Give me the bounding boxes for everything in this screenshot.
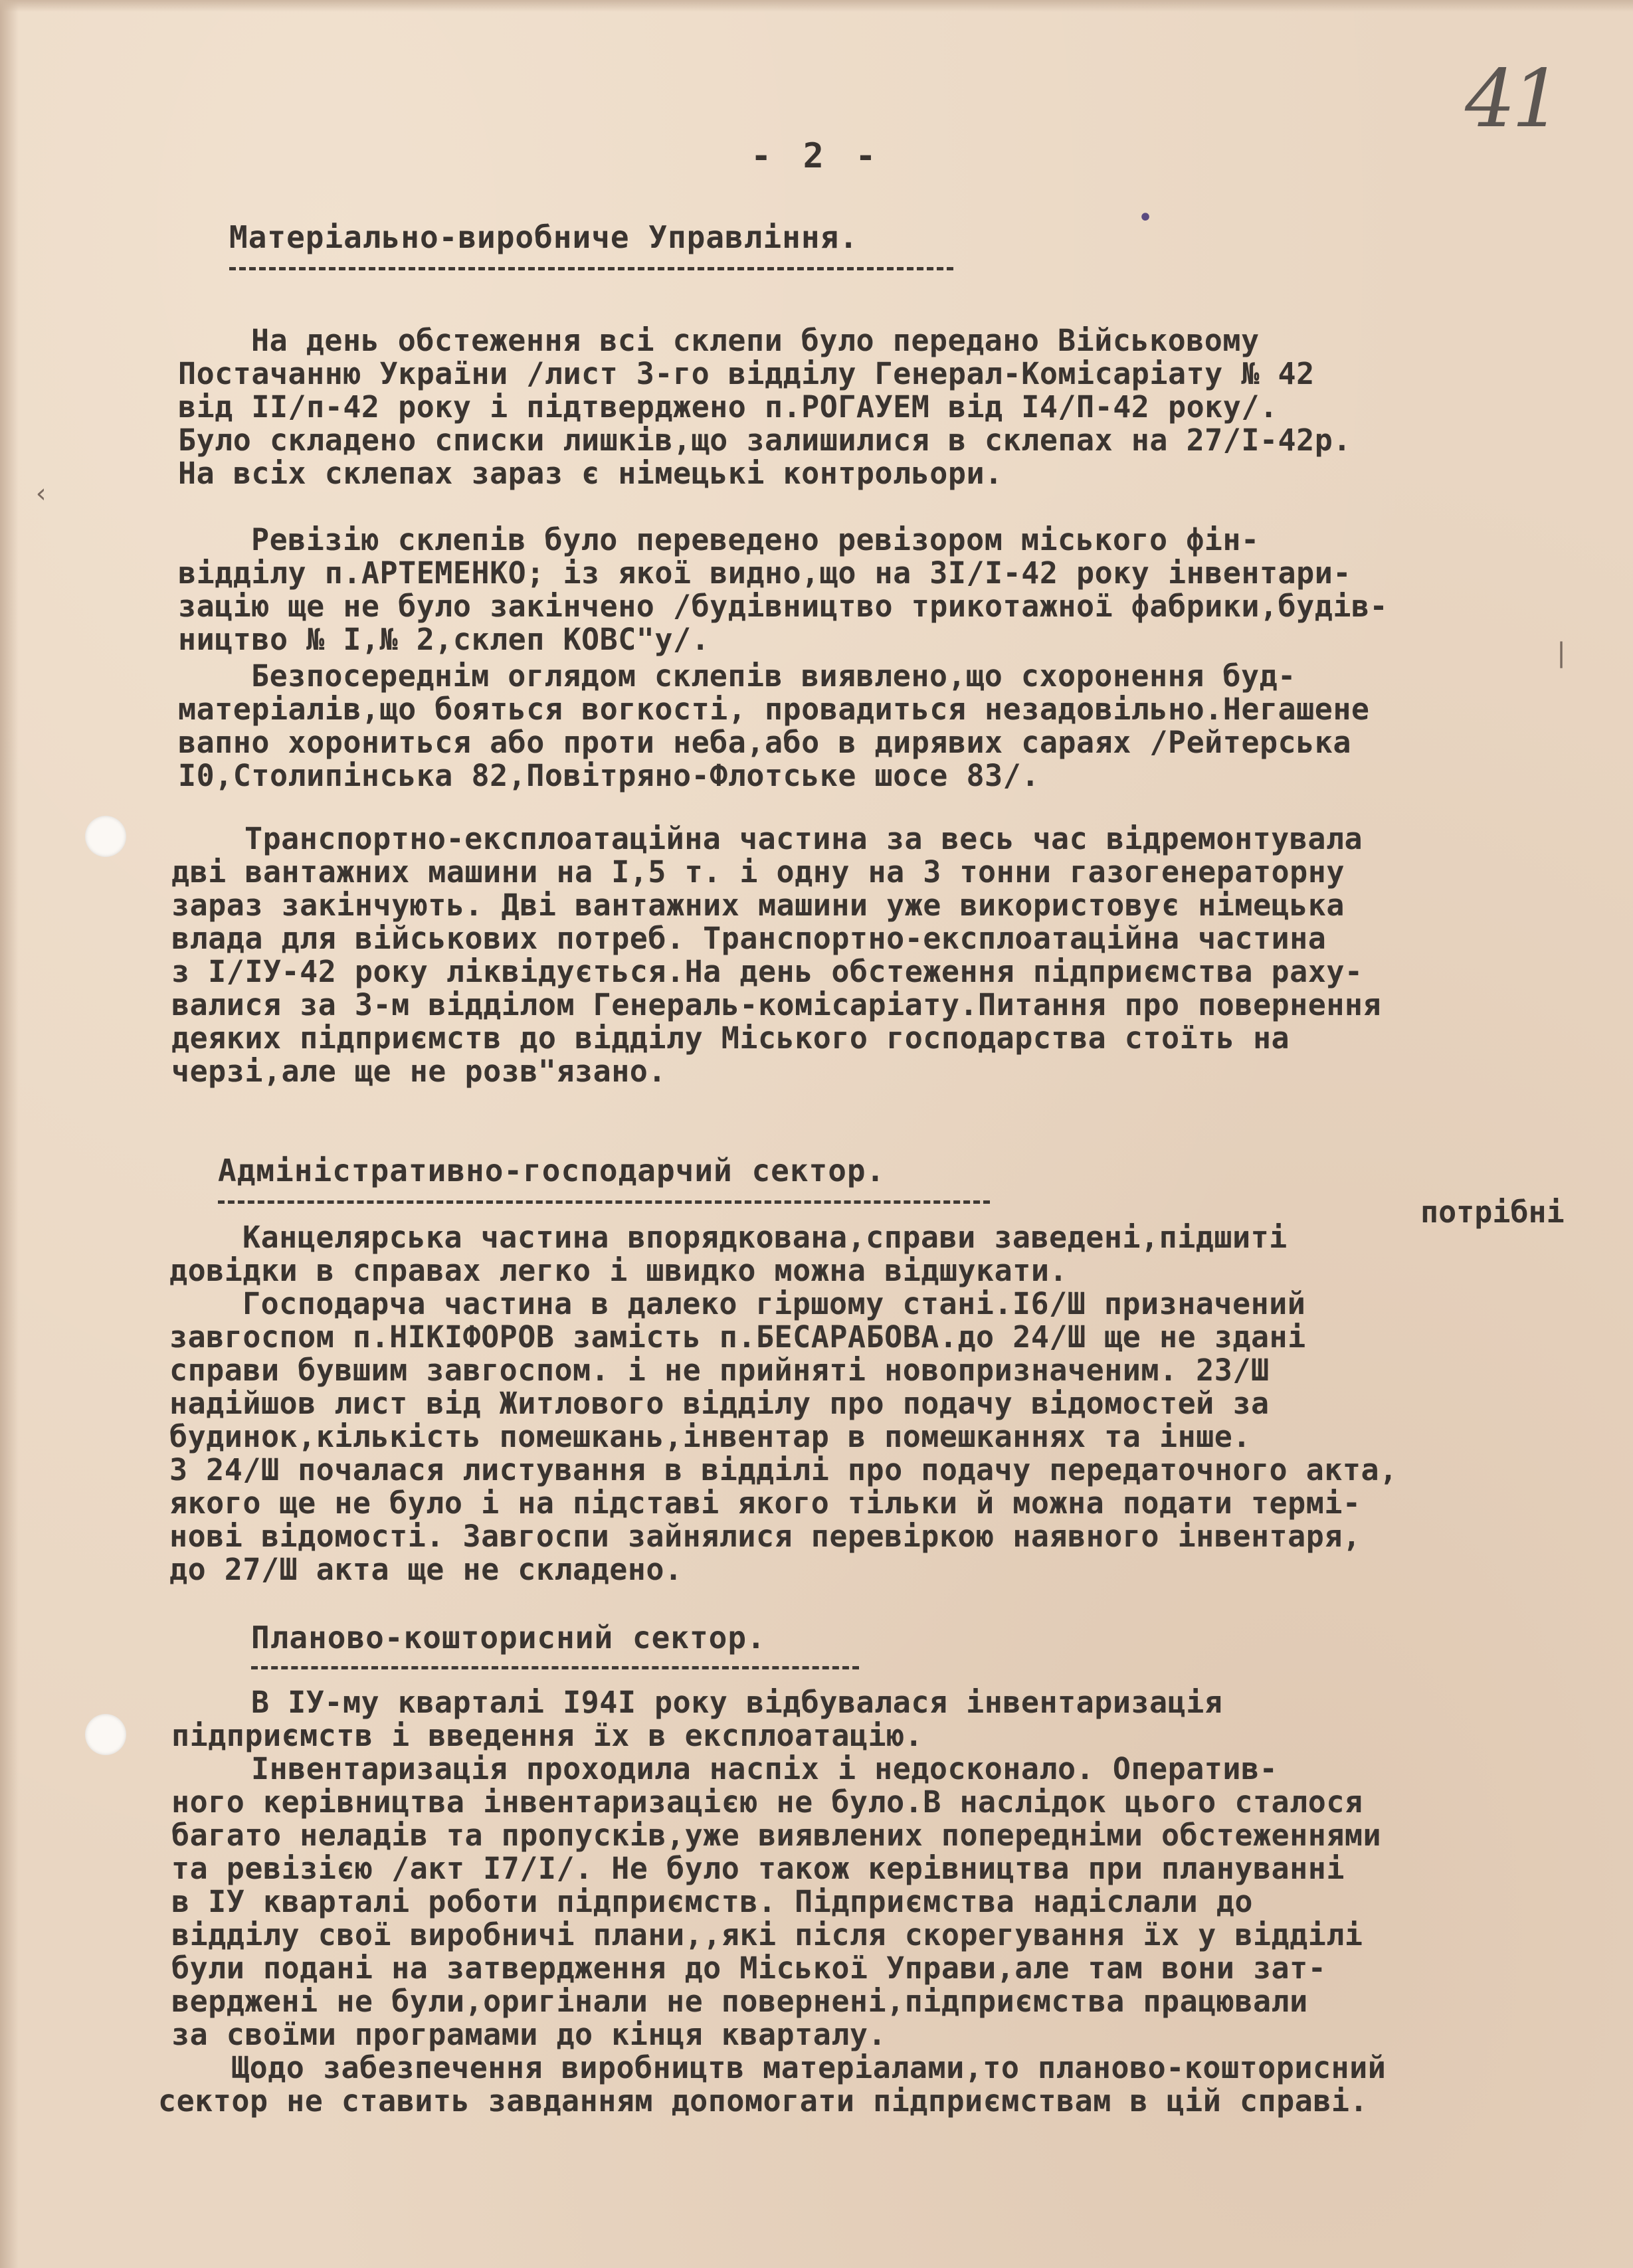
text-line: Ревізію склепів було переведено ревізором міського фін- [251,522,1260,557]
text-line: Канцелярська частина впорядкована,справи заведені,підшиті [242,1220,1288,1255]
text-line: зараз закінчують. Дві вантажних машини уже використовує німецька [171,888,1345,923]
text-line: З 24/Ш почалася листування в відділі про подачу передаточного акта, [169,1452,1398,1487]
margin-tick: ‹ [33,478,50,509]
section-heading: Адміністративно-господарчий сектор. [218,1153,886,1188]
text-line: з I/IУ-42 року ліквідується.На день обстеження підприємства раху- [171,954,1363,989]
text-line: відділу п.АРТЕМЕНКО; із якої видно,що на 3I/I-42 року інвентари- [178,555,1351,591]
text-line: матеріалів,що бояться вогкості, провадиться незадовільно.Негашене [178,692,1370,727]
text-line: Господарча частина в далеко гіршому стані.I6/Ш призначений [242,1286,1306,1321]
text-line: Транспортно-експлоатаційна частина за весь час відремонтувала [244,821,1363,856]
text-line: Інвентаризація проходила наспіх і недосконало. Оператив- [251,1751,1278,1786]
text-line: валися за 3-м відділом Генераль-комісаріату.Питання про повернення [171,987,1382,1022]
text-line: Безпосереднім оглядом склепів виявлено,що схоронення буд- [251,658,1296,694]
text-line: якого ще не було і на підставі якого тільки й можна подати термі- [169,1485,1361,1521]
page-edge-shadow [0,0,19,2268]
page-number: - 2 - [751,136,882,176]
margin-tick: | [1553,638,1570,668]
page-edge-shadow-top [0,0,1633,12]
text-line: та ревізією /акт I7/I/. Не було також керівництва при плануванні [171,1851,1345,1886]
text-line: Постачанню України /лист 3-го відділу Генерал-Комісаріату № 42 [178,356,1315,391]
text-line: деяких підприємств до відділу Міського господарства стоїть на [171,1020,1290,1056]
text-line: нові відомості. Завгоспи зайнялися перевіркою наявного інвентаря, [169,1519,1361,1554]
text-line: На день обстеження всі склепи було передано Військовому [251,323,1260,358]
text-line: верджені не були,оригінали не повернені,підприємства працювали [171,1984,1308,2019]
text-line: до 27/Ш акта ще не складено. [169,1552,683,1587]
text-line: В IУ-му кварталі I94I року відбувалася інвентаризація [251,1685,1223,1720]
text-line: завгоспом п.НІКІФОРОВ замість п.БЕСАРАБОВА.до 24/Ш ще не здані [169,1319,1306,1355]
text-line: підприємств і введення їх в експлоатацію. [171,1718,923,1753]
text-line: дві вантажних машини на I,5 т. і одну на 3 тонни газогенераторну [171,854,1345,890]
text-line: багато неладів та пропусків,уже виявлених попередніми обстеженнями [171,1818,1382,1853]
text-line: відділу свої виробничі плани,,які після скорегування їх у відділі [171,1917,1363,1952]
text-line: I0,Столипінська 82,Повітряно-Флотське шосе 83/. [178,758,1040,793]
text-line: за своїми програмами до кінця кварталу. [171,2017,887,2052]
punch-hole-bottom [85,1714,126,1755]
heading-underline [229,267,953,270]
heading-underline [251,1666,859,1669]
text-line: від II/п-42 року і підтверджено п.РОГАУЕМ від I4/П-42 року/. [178,389,1278,425]
ink-mark: • [1137,203,1154,233]
text-line: сектор не ставить завданням допомогати підприємствам в цій справі. [158,2083,1369,2119]
text-line: ництво № I,№ 2,склеп КОВС"у/. [178,622,710,657]
section-heading: Матеріально-виробниче Управління. [229,219,858,255]
text-line: будинок,кількість помешкань,інвентар в помешканнях та інше. [169,1419,1251,1454]
text-line: На всіх склепах зараз є німецькі контрольори. [178,456,1003,491]
text-line: в IУ кварталі роботи підприємств. Підприємства надіслали до [171,1884,1253,1919]
text-line: були подані на затвердження до Міської Управи,але там вони зат- [171,1950,1327,1986]
section-heading: Планово-кошторисний сектор. [251,1620,766,1655]
handwritten-insertion: потрібні [1420,1194,1565,1230]
text-line: вапно хорониться або проти неба,або в дирявих сараях /Рейтерська [178,725,1351,760]
text-line: Було складено списки лишків,що залишилися в склепах на 27/I-42р. [178,423,1351,458]
text-line: справи бувшим завгоспом. і не прийняті новопризначеним. 23/Ш [169,1353,1270,1388]
text-line: зацію ще не було закінчено /будівництво трикотажної фабрики,будів- [178,589,1389,624]
punch-hole-top [85,816,126,857]
text-line: довідки в справах легко і швидко можна відшукати. [169,1253,1068,1288]
text-line: надійшов лист від Житлового відділу про подачу відомостей за [169,1386,1270,1421]
heading-underline [218,1200,990,1204]
archive-folio-number: 41 [1465,53,1559,145]
text-line: черзі,але ще не розв"язано. [171,1054,666,1089]
text-line: Щодо забезпечення виробництв матеріалами,то планово-кошторисний [231,2050,1387,2085]
text-line: ного керівництва інвентаризацією не було.В наслідок цього сталося [171,1784,1363,1820]
text-line: влада для військових потреб. Транспортно-експлоатаційна частина [171,921,1327,956]
